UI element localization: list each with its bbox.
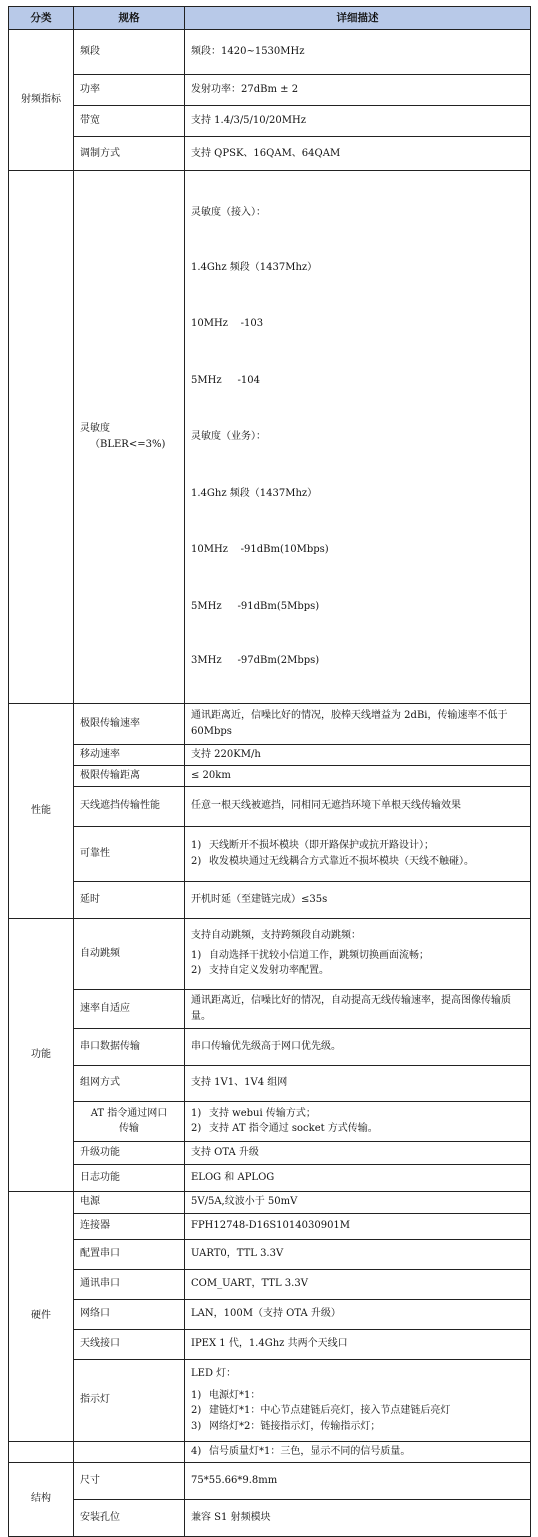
- category-rf: 射频指标: [9, 30, 74, 171]
- spec-cell: 尺寸: [74, 1462, 185, 1499]
- list-item: [191, 1444, 524, 1460]
- table-row: [9, 1213, 531, 1239]
- list-text: 自动选择干扰较小信道工作，跳频切换画面流畅；: [209, 949, 429, 961]
- spec-cell: 带宽: [74, 106, 185, 137]
- spec-line: AT 指令通过网口: [90, 1107, 168, 1119]
- spec-cell: 频段: [74, 30, 185, 75]
- table-row: [9, 1462, 531, 1499]
- desc-cell: UART0，TTL 3.3V: [185, 1239, 531, 1269]
- spec-cell: 可靠性: [74, 826, 185, 881]
- list-number: 4): [191, 1445, 202, 1457]
- desc-cell: 支持 OTA 升级: [185, 1141, 531, 1164]
- desc-reliability: [185, 826, 531, 881]
- spec-cell: 连接器: [74, 1213, 185, 1239]
- list-text: 网络灯*2：链接指示灯，传输指示灯；: [209, 1420, 381, 1432]
- spec-cell: 升级功能: [74, 1141, 185, 1164]
- table-row: [9, 744, 531, 765]
- table-row: [9, 30, 531, 75]
- table-row: [9, 765, 531, 786]
- desc-cell: COM_UART，TTL 3.3V: [185, 1269, 531, 1299]
- table-row: [9, 1299, 531, 1329]
- table-row: [9, 1065, 531, 1101]
- list-number: 3): [191, 1420, 202, 1432]
- desc-cell: LAN，100M（支持 OTA 升级）: [185, 1299, 531, 1329]
- header-spec: 规格: [74, 7, 185, 30]
- spec-cell: 日志功能: [74, 1164, 185, 1191]
- header-description: 详细描述: [185, 7, 531, 30]
- spec-sensitivity-line1: 灵敏度: [80, 423, 110, 435]
- table-row: [9, 75, 531, 106]
- table-row: [9, 1191, 531, 1213]
- desc-cell: ELOG 和 APLOG: [185, 1164, 531, 1191]
- list-item: [191, 1419, 524, 1435]
- spec-empty: [74, 1441, 185, 1462]
- table-row: [9, 1329, 531, 1359]
- category-structure: 结构: [9, 1462, 74, 1536]
- desc-indicator-lights: [185, 1359, 531, 1441]
- sensitivity-line: 10MHz -91dBm(10Mbps): [191, 544, 329, 555]
- list-text: 信号质量灯*1：三色，显示不同的信号质量。: [209, 1445, 411, 1457]
- desc-cell: 75*55.66*9.8mm: [185, 1462, 531, 1499]
- table-row: [9, 137, 531, 171]
- spec-cell: 天线遮挡传输性能: [74, 786, 185, 826]
- list-text: 支持 AT 指令通过 socket 方式传输。: [209, 1123, 378, 1134]
- list-text: 支持自定义发射功率配置。: [209, 965, 329, 977]
- list-text: 天线断开不损坏模块（即开路保护或抗开路设计）；: [209, 840, 434, 851]
- header-category: 分类: [9, 7, 74, 30]
- table-row: [9, 881, 531, 918]
- table-row: [9, 703, 531, 744]
- desc-frequency-hopping: [185, 918, 531, 989]
- desc-cell: 支持 1.4/3/5/10/20MHz: [185, 106, 531, 137]
- list-number: 1): [191, 1107, 202, 1119]
- spec-cell: 极限传输速率: [74, 703, 185, 744]
- table-row: [9, 826, 531, 881]
- list-item: [191, 1106, 524, 1122]
- desc-intro: LED 灯：: [191, 1368, 237, 1379]
- desc-cell: 串口传输优先级高于网口优先级。: [185, 1028, 531, 1065]
- spec-cell: 极限传输距离: [74, 765, 185, 786]
- list-text: 支持 webui 传输方式；: [209, 1107, 316, 1119]
- sensitivity-line: 5MHz -104: [191, 374, 260, 386]
- desc-cell: ≤ 20km: [185, 765, 531, 786]
- table-row: [9, 1239, 531, 1269]
- spec-cell: 移动速率: [74, 744, 185, 765]
- list-item: [191, 838, 524, 854]
- spec-cell: 天线接口: [74, 1329, 185, 1359]
- spec-cell: 调制方式: [74, 137, 185, 171]
- spec-sensitivity: [74, 171, 185, 704]
- spec-cell: 速率自适应: [74, 989, 185, 1028]
- spec-cell: 延时: [74, 881, 185, 918]
- desc-cell: 兼容 S1 射频模块: [185, 1499, 531, 1536]
- sensitivity-line: 1.4Ghz 频段（1437Mhz）: [191, 487, 318, 499]
- desc-cell: 发射功率：27dBm ± 2: [185, 75, 531, 106]
- table-row: [9, 1141, 531, 1164]
- sensitivity-line: 灵敏度（接入）：: [191, 207, 266, 218]
- desc-cell: 通讯距离近，信噪比好的情况，胶棒天线增益为 2dBi，传输速率不低于 60Mbps: [185, 703, 531, 744]
- table-row: [9, 1028, 531, 1065]
- category-hardware: 硬件: [9, 1191, 74, 1441]
- list-number: 2): [191, 855, 202, 867]
- desc-cell: 通讯距离近，信噪比好的情况，自动提高无线传输速率，提高图像传输质量。: [185, 989, 531, 1028]
- table-row: [9, 786, 531, 826]
- table-row: [9, 106, 531, 137]
- category-empty: [9, 171, 74, 704]
- list-item: [191, 1403, 524, 1419]
- spec-cell: 配置串口: [74, 1239, 185, 1269]
- spec-cell: 串口数据传输: [74, 1028, 185, 1065]
- desc-sensitivity: [185, 171, 531, 704]
- table-row: [9, 918, 531, 989]
- list-number: 1): [191, 1389, 202, 1401]
- list-number: 2): [191, 1123, 202, 1134]
- spec-cell: 组网方式: [74, 1065, 185, 1101]
- desc-cell: 任意一根天线被遮挡，同相同无遮挡环境下单根天线传输效果: [185, 786, 531, 826]
- list-number: 1): [191, 949, 202, 961]
- desc-cell: 支持 220KM/h: [185, 744, 531, 765]
- sensitivity-line: 5MHz -91dBm(5Mbps): [191, 600, 320, 612]
- spec-sensitivity-line2: （BLER<=3%): [90, 438, 166, 450]
- desc-at-command: [185, 1101, 531, 1141]
- desc-cell: FPH12748-D16S1014030901M: [185, 1213, 531, 1239]
- desc-cell: IPEX 1 代，1.4Ghz 共两个天线口: [185, 1329, 531, 1359]
- desc-cell: 频段：1420~1530MHz: [185, 30, 531, 75]
- desc-cell: 支持 1V1、1V4 组网: [185, 1065, 531, 1101]
- desc-cell: 开机时延（至建链完成）≤35s: [185, 881, 531, 918]
- spec-cell: 通讯串口: [74, 1269, 185, 1299]
- list-text: 电源灯*1：: [209, 1389, 261, 1401]
- spec-cell: 功率: [74, 75, 185, 106]
- table-header-row: [9, 7, 531, 30]
- table-row: [9, 1269, 531, 1299]
- table-row: [9, 1164, 531, 1191]
- spec-cell: 自动跳频: [74, 918, 185, 989]
- spec-cell: 网络口: [74, 1299, 185, 1329]
- table-row: [9, 1499, 531, 1536]
- list-item: [191, 1388, 524, 1404]
- spec-table: [8, 6, 531, 1537]
- list-text: 建链灯*1：中心节点建链后亮灯，接入节点建链后亮灯: [209, 1405, 451, 1416]
- desc-intro: 支持自动跳频，支持跨频段自动跳频：: [191, 930, 361, 942]
- sensitivity-line: 灵敏度（业务）：: [191, 431, 266, 442]
- spec-cell: 电源: [74, 1191, 185, 1213]
- table-row: [9, 1441, 531, 1462]
- table-row: [9, 1359, 531, 1441]
- list-text: 收发模块通过无线耦合方式靠近不损坏模块（天线不触碰）。: [209, 855, 474, 867]
- category-performance: 性能: [9, 703, 74, 918]
- table-row: [9, 989, 531, 1028]
- sensitivity-line: 1.4Ghz 频段（1437Mhz）: [191, 261, 318, 273]
- desc-cell: 5V/5A,纹波小于 50mV: [185, 1191, 531, 1213]
- list-item: [191, 948, 524, 964]
- sensitivity-line: 10MHz -103: [191, 318, 264, 329]
- spec-cell: 指示灯: [74, 1359, 185, 1441]
- category-empty: [9, 1441, 74, 1462]
- sensitivity-line: 3MHz -97dBm(2Mbps): [191, 655, 320, 666]
- list-number: 2): [191, 1405, 202, 1416]
- spec-line: 传输: [119, 1123, 139, 1134]
- table-row: [9, 171, 531, 704]
- list-item: [191, 1121, 524, 1137]
- spec-at-command: [74, 1101, 185, 1141]
- list-item: [191, 854, 524, 870]
- table-row: [9, 1101, 531, 1141]
- desc-signal-light: [185, 1441, 531, 1462]
- list-number: 1): [191, 840, 202, 851]
- spec-cell: 安装孔位: [74, 1499, 185, 1536]
- category-function: 功能: [9, 918, 74, 1191]
- list-number: 2): [191, 965, 202, 977]
- desc-cell: 支持 QPSK、16QAM、64QAM: [185, 137, 531, 171]
- list-item: [191, 963, 524, 979]
